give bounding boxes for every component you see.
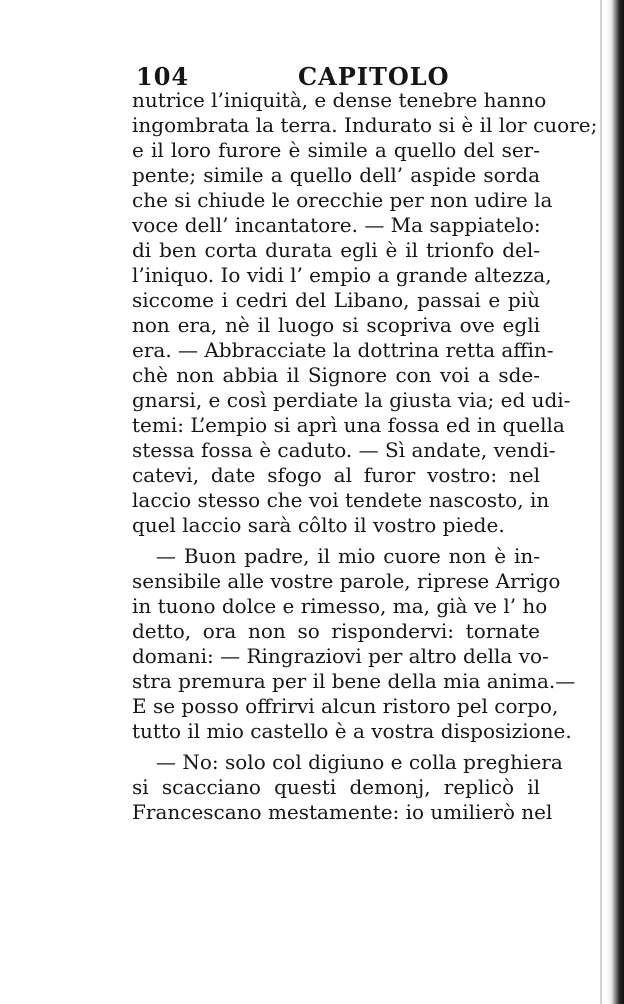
text-line: — No: solo col digiuno e colla preghiera — [156, 750, 563, 774]
text-line: catevi, date sfogo al furor vostro: nel — [132, 463, 540, 487]
text-line: voce dell’ incantatore. — Ma sappiatelo: — [132, 213, 541, 237]
paragraph — [132, 750, 563, 825]
text-line: Francescano mestamente: io umilierò nel — [132, 800, 553, 824]
page-fold-shadow — [600, 0, 602, 1004]
text-line: laccio stesso che voi tendete nascosto, in — [132, 488, 550, 512]
text-line: si scacciano questi demonj, replicò il — [132, 775, 540, 799]
text-line: — Buon padre, il mio cuore non è in- — [156, 544, 540, 568]
text-line: sensibile alle vostre parole, riprese Arrigo — [132, 569, 561, 593]
text-line: gnarsi, e così perdiate la giusta via; ed udi- — [132, 388, 571, 412]
text-line: domani: — Ringraziovi per altro della vo- — [132, 644, 549, 668]
paragraph — [132, 544, 576, 744]
text-line: detto, ora non so rispondervi: tornate — [132, 619, 540, 643]
text-line: nutrice l’iniquità, e dense tenebre hanno — [132, 88, 547, 112]
text-line: temi: L’empio si aprì una fossa ed in quella — [132, 413, 565, 437]
page-edge — [606, 0, 624, 1004]
text-line: era. — Abbracciate la dottrina retta affin- — [132, 338, 554, 362]
text-line: quel laccio sarà côlto il vostro piede. — [132, 513, 505, 537]
text-line: in tuono dolce e rimesso, ma, già ve l’ ho — [132, 594, 548, 618]
text-line: non era, nè il luogo si scopriva ove egli — [132, 313, 540, 337]
text-line: stra premura per il bene della mia anima.— — [132, 669, 576, 693]
paragraph — [132, 88, 598, 538]
page-number: 104 — [136, 62, 190, 91]
text-line: che si chiude le orecchie per non udire la — [132, 188, 553, 212]
text-line: E se posso offrirvi alcun ristoro pel corpo, — [132, 694, 559, 718]
text-line: di ben corta durata egli è il trionfo del- — [132, 238, 540, 262]
text-line: e il loro furore è simile a quello del ser- — [132, 138, 540, 162]
text-line: tutto il mio castello è a vostra disposizione. — [132, 719, 572, 743]
text-line: ingombrata la terra. Indurato si è il lor cuore; — [132, 113, 598, 137]
text-line: pente; simile a quello dell’ aspide sorda — [132, 163, 540, 187]
text-line: siccome i cedri del Libano, passai e più — [132, 288, 540, 312]
body-text — [132, 88, 598, 825]
text-line: l’iniquo. Io vidi l’ empio a grande altezza, — [132, 263, 552, 287]
chapter-heading: CAPITOLO — [298, 62, 450, 91]
text-line: stessa fossa è caduto. — Sì andate, vendi- — [132, 438, 556, 462]
text-line: chè non abbia il Signore con voi a sde- — [132, 363, 540, 387]
